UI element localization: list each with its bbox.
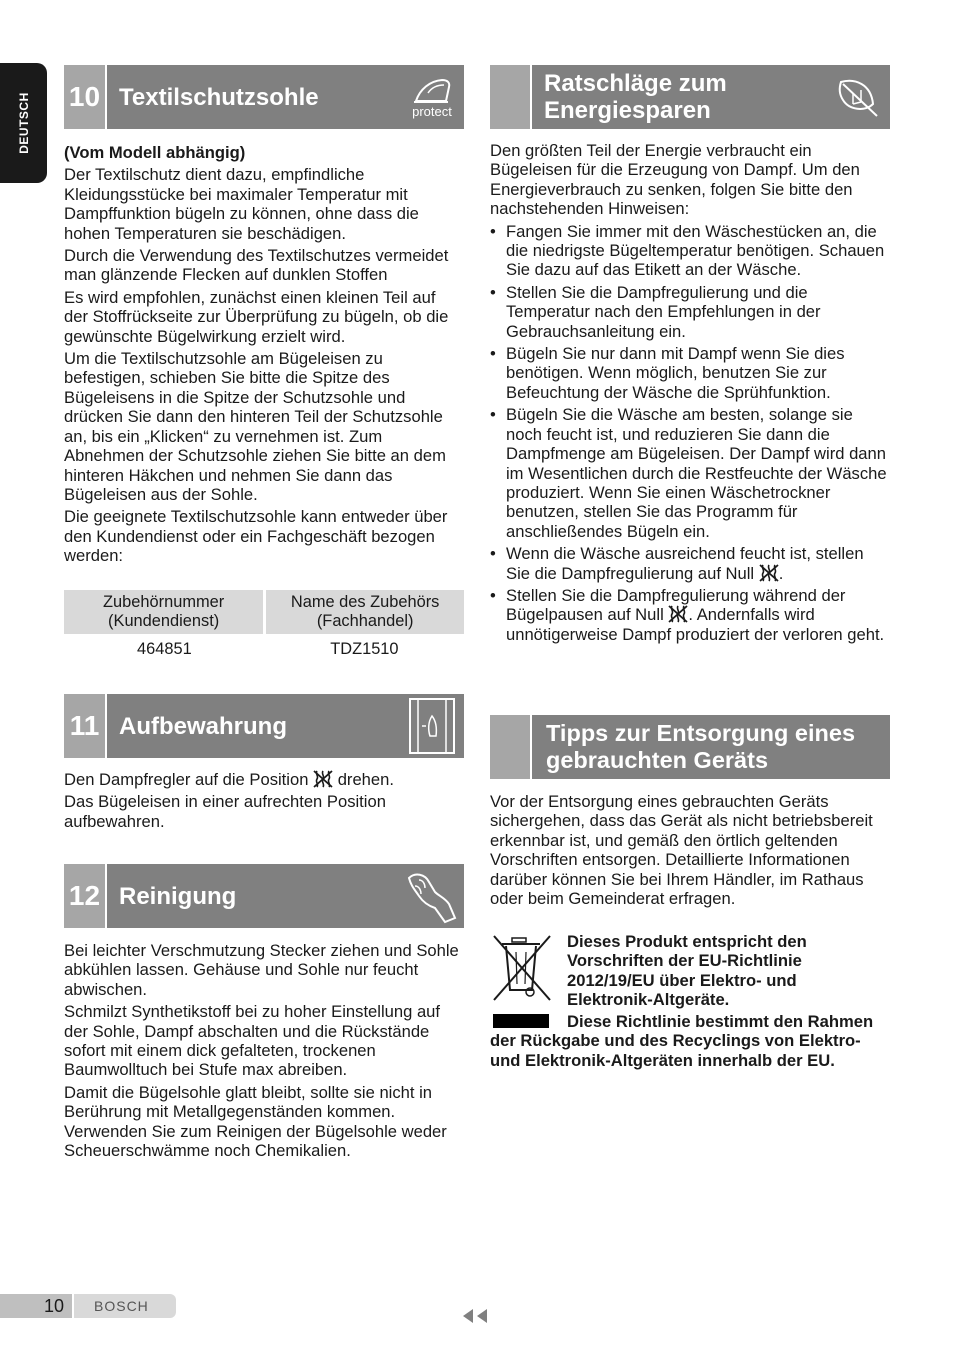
- iron-icon: [410, 75, 454, 105]
- section-12-paragraph-3: Damit die Bügelsohle glatt bleibt, sollte sie nicht in Berührung mit Metallgegenständen kommen. Verwenden Sie zum Reinigen der Bügelsohle weder Scheuerschwämme noch Chemikalien.: [64, 1082, 447, 1161]
- disposal-compliance-text: Dieses Produkt entspricht den Vorschriften der EU-Richtlinie 2012/19/EU über Elektro- und Elektronik-Altgeräte.: [567, 932, 807, 1010]
- section-11-line-1-end: drehen.: [337, 770, 394, 789]
- list-item: • Bügeln Sie nur dann mit Dampf wenn Sie dies benötigen. Wenn möglich, benutzen Sie zur Befeuchtung der Wäsche die Sprühfunktion.: [490, 344, 890, 402]
- section-11-number: 11: [64, 694, 107, 758]
- section-10-number: 10: [64, 65, 107, 129]
- disposal-paragraph: Vor der Entsorgung eines gebrauchten Geräts sichergehen, dass das Gerät als nicht betriebsbereit erkennbar ist, und gemäß den örtlich geltenden Vorschriften entsorgen. Detaillierte Informationen darüber können Sie bei Ihrem Händler, im Rathaus oder beim Gemeinderat erfragen.: [490, 792, 873, 909]
- section-12-paragraph-2: Schmilzt Synthetikstoff bei zu hoher Einstellung auf der Sohle, Dampf abschalten und die Rückstände sofort mit einem dick gefalteten, trockenen Baumwolltuch bei Stufe max abreiben.: [64, 1002, 441, 1080]
- previous-page-icon[interactable]: [462, 1308, 490, 1324]
- brand-label: BOSCH: [94, 1298, 149, 1314]
- section-10-paragraph-4: Um die Textilschutzsohle am Bügeleisen zu befestigen, schieben Sie bitte die Spitze des Bügeleisens in die Spitze der Schutzsohle und drücken Sie dann den hinteren Teil der Schutzsohle an, bis ein „Klicken“ zu vernehmen ist. Zum Abnehmen der Schutzsohle ziehen Sie bitte an dem hinteren Häkchen und nehmen Sie dann das Bügeleisen aus der Sohle.: [64, 349, 446, 504]
- section-10-paragraph-2: Durch die Verwendung des Textilschutzes vermeidet man glänzende Flecken auf dunklen Stoffen: [64, 246, 449, 285]
- section-12-header: [64, 864, 464, 928]
- bullet-6-start: Stellen Sie die Dampfregulierung während der Bügelpausen auf Null: [506, 585, 846, 625]
- table-cell: 464851: [137, 640, 192, 658]
- disposal-directive-text: Diese Richtlinie bestimmt den Rahmen der Rückgabe und des Recyclings von Elektro- und Elektronik-Altgeräten innerhalb der EU.: [490, 1012, 874, 1070]
- section-11-title: Aufbewahrung: [119, 712, 287, 740]
- section-12-paragraph-1: Bei leichter Verschmutzung Stecker ziehen und Sohle abkühlen lassen. Gehäuse und Sohle nur feucht abwischen.: [64, 941, 459, 999]
- section-10-paragraph-5: Die geeignete Textilschutzsohle kann entweder über den Kundendienst oder ein Fachgeschäft bezogen werden:: [64, 507, 448, 566]
- section-10-title: Textilschutzsohle: [119, 83, 319, 111]
- bullet-6-end: . Andernfalls wird unnötigerweise Dampf produziert der verloren geht.: [506, 605, 885, 644]
- upright-iron-icon: [400, 694, 464, 758]
- table-row: [64, 634, 464, 665]
- table-cell: TDZ1510: [330, 640, 399, 658]
- steam-off-icon: [313, 770, 333, 788]
- bullet-5-start: Wenn die Wäsche ausreichend feucht ist, stellen Sie die Dampfregulierung auf Null: [506, 544, 864, 583]
- bullet-5-end: .: [778, 563, 784, 583]
- protect-label: protect: [412, 104, 452, 119]
- energy-intro: Den größten Teil der Energie verbraucht ein Bügeleisen für die Erzeugung von Dampf. Um den Energieverbrauch zu senken, folgen Sie bitte den nachstehenden Hinweisen:: [490, 141, 860, 219]
- list-item: [490, 586, 890, 644]
- energy-tips-list: [490, 222, 890, 645]
- section-11-line-1: [64, 770, 464, 789]
- section-11-body: [64, 770, 464, 834]
- section-10-paragraph-1: Der Textilschutz dient dazu, empfindliche Kleidungsstücke bei maximaler Temperatur mit Dampffunktion bügeln zu können, ohne dass die hohen Temperaturen sie beschädigen.: [64, 165, 419, 243]
- table-header-cell: Name des Zubehörs (Fachhandel): [265, 590, 464, 634]
- table-header-row: [64, 590, 464, 634]
- section-11-line-2: Das Bügeleisen in einer aufrechten Position aufbewahren.: [64, 792, 386, 831]
- language-tab-label: DEUTSCH: [16, 92, 31, 154]
- section-12-number: 12: [64, 864, 107, 928]
- section-10-paragraph-3: Es wird empfohlen, zunächst einen kleinen Teil auf der Stoffrückseite zur Überprüfung zu bügeln, ob die gewünschte Bügelwirkung erzielt wird.: [64, 287, 449, 346]
- energy-section-header: [490, 65, 890, 129]
- section-11-line-1-start: Den Dampfregler auf die Position: [64, 770, 309, 789]
- section-10-body: [64, 143, 464, 569]
- table-header-cell: Zubehörnummer (Kundendienst): [64, 590, 265, 634]
- crossed-bin-icon: [490, 932, 554, 1004]
- section-10-header: [64, 65, 464, 129]
- iron-protect-icon: [400, 65, 464, 129]
- disposal-section-body: [490, 792, 890, 911]
- page-number: 10: [0, 1294, 74, 1318]
- steam-off-icon: [759, 564, 779, 582]
- section-10-subtitle: (Vom Modell abhängig): [64, 143, 246, 162]
- energy-section-title: Ratschläge zum Energiesparen: [544, 70, 727, 124]
- leaf-icon: [826, 65, 890, 129]
- list-item: [490, 544, 890, 583]
- disposal-section-number-box: [490, 715, 532, 779]
- list-item: • Stellen Sie die Dampfregulierung und die Temperatur nach den Empfehlungen in der Gebrauchsanleitung ein.: [490, 283, 890, 341]
- disposal-section-title: Tipps zur Entsorgung eines gebrauchten Geräts: [546, 720, 856, 773]
- disposal-section-header: [490, 715, 890, 779]
- section-12-body: [64, 941, 464, 1163]
- language-tab: [0, 63, 47, 183]
- accessory-table: [64, 590, 464, 665]
- energy-section-body: [490, 141, 890, 647]
- list-item: • Fangen Sie immer mit den Wäschestücken an, die die niedrigste Bügeltemperatur benötigen. Schauen Sie dazu auf das Etikett an der Wäsche.: [490, 222, 890, 280]
- section-12-title: Reinigung: [119, 882, 237, 910]
- cleaning-hand-icon: [400, 864, 464, 928]
- section-11-header: [64, 694, 464, 758]
- steam-off-icon: [668, 605, 688, 623]
- energy-section-number-box: [490, 65, 532, 129]
- list-item: • Bügeln Sie die Wäsche am besten, solange sie noch feucht ist, und reduzieren Sie dann die Dampfmenge am Bügeleisen. Der Dampf wird dann im Wesentlichen durch die Restfeuchte der Wäsche produziert. Wenn Sie einen Wäschetrockner benutzen, stellen Sie das Programm für anschließendes Bügeln ein.: [490, 405, 890, 541]
